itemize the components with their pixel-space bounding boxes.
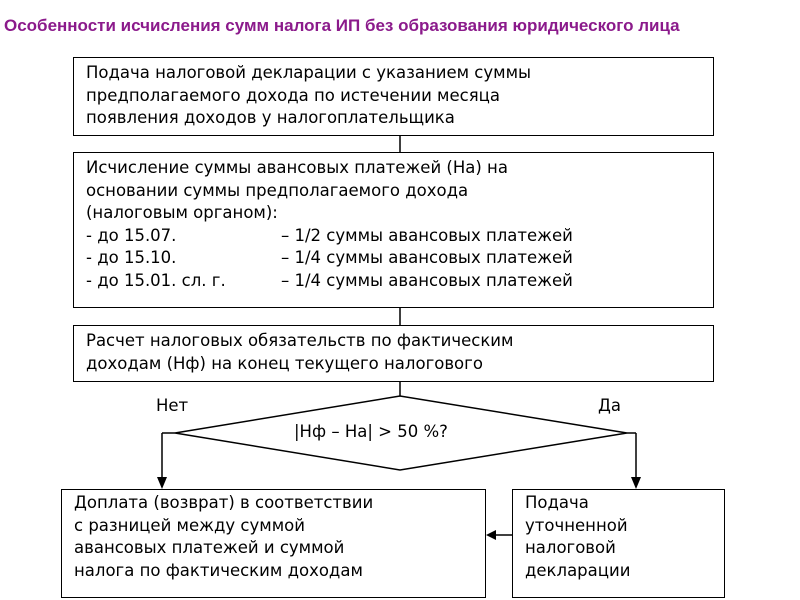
diagram-title: Особенности исчисления сумм налога ИП без образования юридического лица <box>4 16 680 35</box>
box-line: предполагаемого дохода по истечении месяца <box>86 85 500 105</box>
box-line: уточненной <box>525 515 628 535</box>
box-line: основании суммы предполагаемого дохода <box>86 180 469 200</box>
payment-share: – 1/4 суммы авансовых платежей <box>281 270 573 290</box>
decision-condition: |Нф – На| > 50 %? <box>294 422 448 441</box>
payment-schedule-row <box>86 247 713 270</box>
box-line: авансовых платежей и суммой <box>74 538 345 557</box>
box-line: доходам (Нф) на конец текущего налогового <box>86 353 483 373</box>
box-advance-payments <box>73 152 714 308</box>
arrowhead-no <box>157 477 167 489</box>
box-line: налога по фактическим доходам <box>74 560 363 580</box>
payment-date: - до 15.07. <box>86 225 177 245</box>
payment-date: - до 15.01. сл. г. <box>86 270 226 290</box>
box-declaration-submission <box>73 57 714 136</box>
payment-date: - до 15.10. <box>86 248 177 267</box>
decision-yes-label: Да <box>598 396 622 415</box>
payment-schedule-row <box>86 270 713 293</box>
box-additional-payment <box>61 489 486 598</box>
box-line: Расчет налоговых обязательств по фактическим <box>86 331 514 350</box>
arrowhead-to-no-box <box>486 530 496 540</box>
payment-schedule-row <box>86 225 713 248</box>
box-line: декларации <box>525 560 631 580</box>
payment-share: – 1/4 суммы авансовых платежей <box>281 248 573 267</box>
box-line: налоговой <box>525 538 616 557</box>
box-line: Исчисление суммы авансовых платежей (На) на <box>86 158 508 177</box>
box-line: Подача <box>525 493 589 512</box>
decision-no-label: Нет <box>156 396 189 415</box>
arrowhead-yes <box>631 477 641 489</box>
box-line: (налоговым органом): <box>86 203 278 222</box>
box-tax-calculation <box>73 325 714 382</box>
box-line: Подача налоговой декларации с указанием суммы <box>86 63 532 82</box>
box-line: с разницей между суммой <box>74 515 305 535</box>
box-updated-declaration <box>512 489 725 598</box>
payment-share: – 1/2 суммы авансовых платежей <box>281 225 573 245</box>
box-line: Доплата (возврат) в соответствии <box>74 493 374 512</box>
box-line: появления доходов у налогоплательщика <box>86 108 455 127</box>
